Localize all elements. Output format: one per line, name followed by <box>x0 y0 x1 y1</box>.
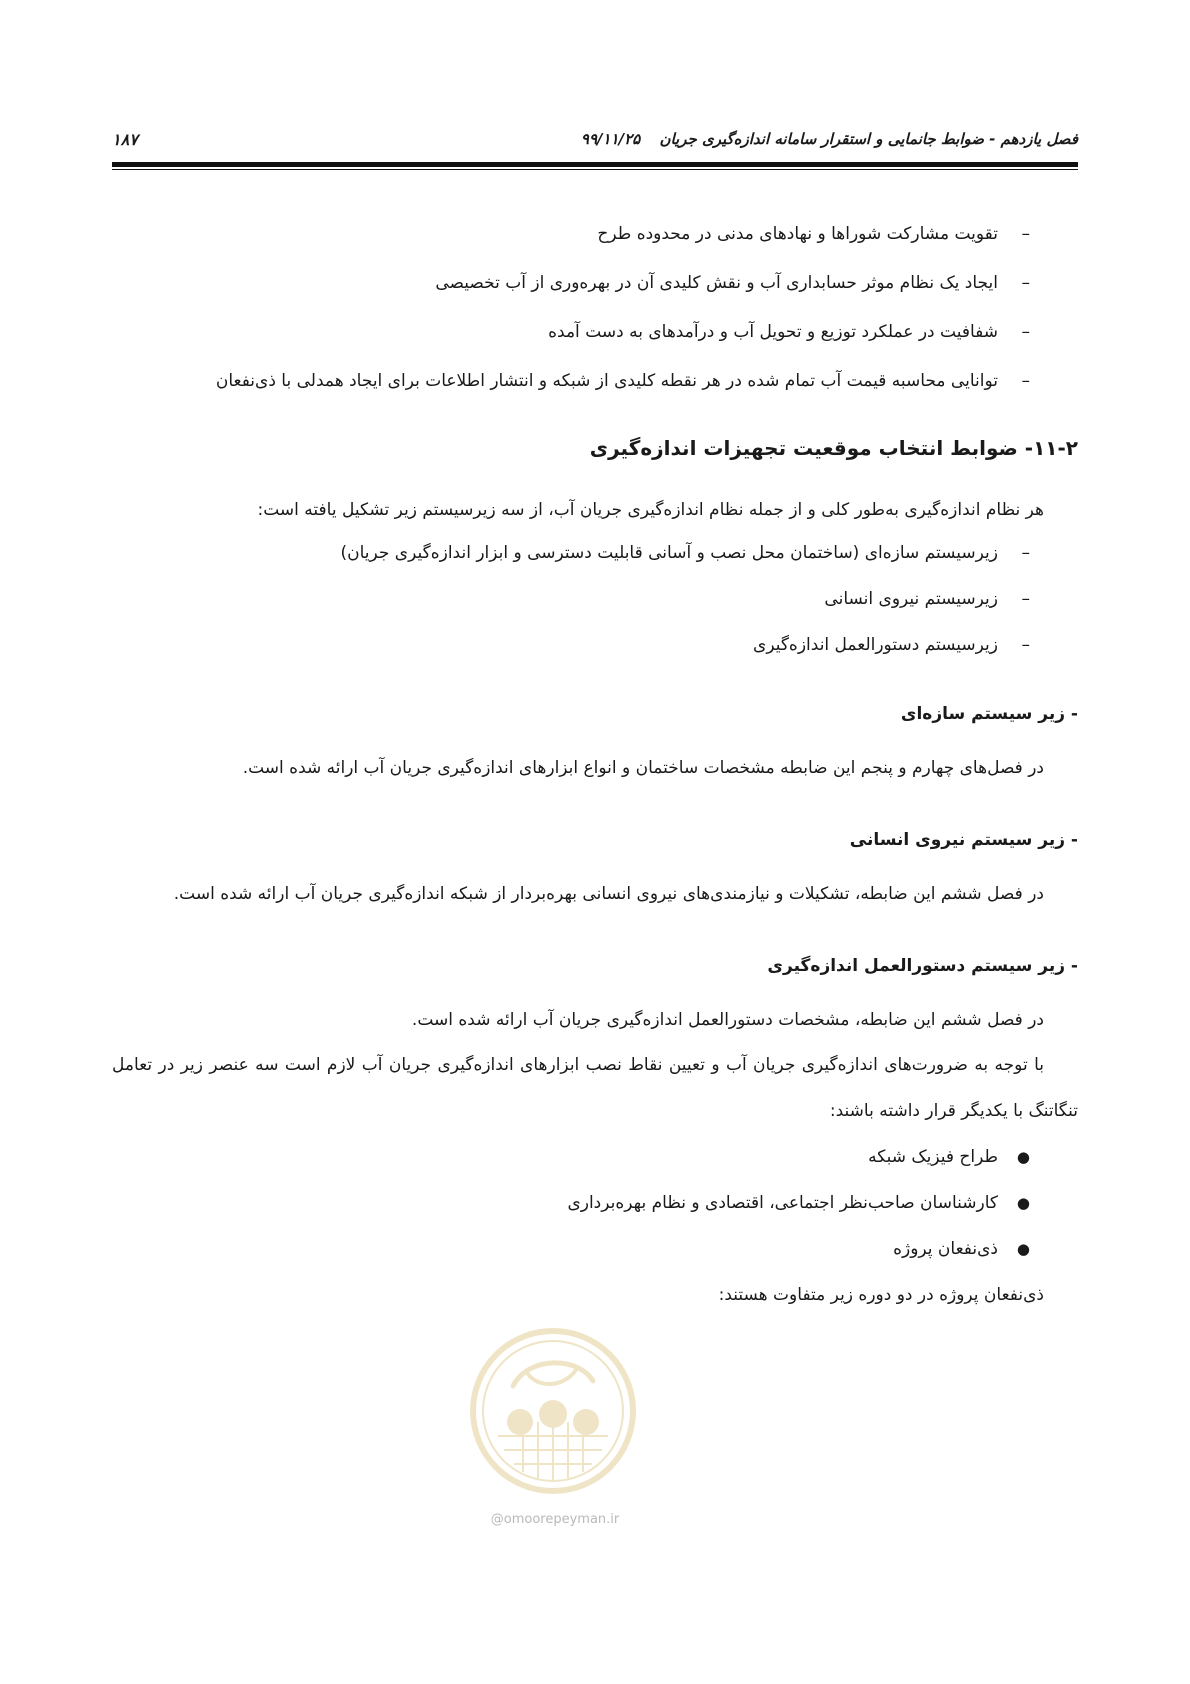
watermark-person-emblem <box>539 1400 567 1428</box>
list-item-text: طراح فیزیک شبکه <box>868 1147 998 1167</box>
dash-bullet: – <box>1021 371 1030 391</box>
list-item-text: ایجاد یک نظام موثر حسابداری آب و نقش کلیدی آن در بهره‌وری از آب تخصیصی <box>435 273 998 293</box>
page-number: ۱۸۷ <box>112 130 138 149</box>
section-intro: هر نظام اندازه‌گیری به‌طور کلی و از جمله نظام اندازه‌گیری جریان آب، از سه زیرسیستم زیر تشکیل یافته است: <box>257 500 1044 520</box>
dash-bullet: – <box>1021 224 1030 244</box>
bullet-dot: ● <box>1016 1240 1030 1258</box>
list-item <box>112 530 1078 576</box>
watermark-factory-emblem <box>573 1409 599 1435</box>
list-item-text: توانایی محاسبه قیمت آب تمام شده در هر نقطه کلیدی از شبکه و انتشار اطلاعات برای ایجاد همدلی با ذی‌نفعان <box>215 371 998 391</box>
header-rule-thick <box>112 162 1078 167</box>
page-header <box>112 130 1078 160</box>
list-item-text: زیرسیستم دستورالعمل اندازه‌گیری <box>753 635 998 655</box>
list-item-text: زیرسیستم سازه‌ای (ساختمان محل نصب و آسانی قابلیت دسترسی و ابزار اندازه‌گیری جریان) <box>340 543 998 563</box>
structural-subsystem-heading: - زیر سیستم سازه‌ای <box>900 704 1078 724</box>
elements-bullet-list <box>112 1134 1078 1272</box>
structural-subsystem-text: در فصل‌های چهارم و پنجم این ضابطه مشخصات ساختمان و انواع ابزارهای اندازه‌گیری جریان آب ارائه شده است. <box>242 758 1044 778</box>
list-item <box>112 1226 1078 1272</box>
page-body <box>112 210 1078 1318</box>
dash-bullet: – <box>1021 635 1030 655</box>
list-item-text: تقویت مشارکت شوراها و نهادهای مدنی در محدوده طرح <box>597 224 998 244</box>
chapter-title: فصل یازدهم - ضوابط جانمایی و استقرار سامانه اندازه‌گیری جریان <box>659 130 1078 148</box>
procedure-subsystem-text: در فصل ششم این ضابطه، مشخصات دستورالعمل اندازه‌گیری جریان آب ارائه شده است. <box>411 1010 1044 1030</box>
procedure-subsystem-heading: - زیر سیستم دستورالعمل اندازه‌گیری <box>767 956 1078 976</box>
watermark-scale-emblem <box>507 1409 533 1435</box>
dash-bullet: – <box>1021 322 1030 342</box>
list-item <box>112 576 1078 622</box>
bullet-dot: ● <box>1016 1194 1030 1212</box>
watermark-url: @omoorepeyman.ir <box>490 1512 620 1527</box>
list-item <box>112 308 1078 357</box>
list-item <box>112 210 1078 259</box>
list-item <box>112 622 1078 668</box>
bullet-dot: ● <box>1016 1148 1030 1166</box>
watermark-logo <box>468 1326 638 1496</box>
list-item <box>112 1180 1078 1226</box>
closing-sentence: ذی‌نفعان پروژه در دو دوره زیر متفاوت هستند: <box>718 1285 1044 1305</box>
list-item <box>112 1134 1078 1180</box>
workforce-subsystem-text: در فصل ششم این ضابطه، تشکیلات و نیازمندی‌های نیروی انسانی بهره‌بردار از شبکه اندازه‌گیری جریان آب ارائه شده است. <box>173 884 1044 904</box>
list-item-text: کارشناسان صاحب‌نظر اجتماعی، اقتصادی و نظام بهره‌برداری <box>567 1193 998 1213</box>
revision-date: ۹۹/۱۱/۲۵ <box>580 130 641 148</box>
list-item-text: شفافیت در عملکرد توزیع و تحویل آب و درآمدهای به دست آمده <box>548 322 998 342</box>
dash-bullet: – <box>1021 273 1030 293</box>
header-rule-thin <box>112 169 1078 170</box>
workforce-subsystem-heading: - زیر سیستم نیروی انسانی <box>849 830 1078 850</box>
section-heading: ۱۱-۲- ضوابط انتخاب موقعیت تجهیزات اندازه‌گیری <box>589 436 1078 460</box>
subsystems-list <box>112 530 1078 668</box>
list-item <box>112 357 1078 406</box>
list-item-text: زیرسیستم نیروی انسانی <box>824 589 998 609</box>
running-title <box>581 130 1078 148</box>
stakeholder-elements-text: با توجه به ضرورت‌های اندازه‌گیری جریان آب و تعیین نقاط نصب ابزارهای اندازه‌گیری جریان آب لازم است سه عنصر زیر در تعامل تنگاتنگ با یکدیگر قرار داشته باشند: <box>112 1055 1078 1121</box>
objectives-list <box>112 210 1078 406</box>
dash-bullet: – <box>1021 543 1030 563</box>
dash-bullet: – <box>1021 589 1030 609</box>
list-item-text: ذی‌نفعان پروژه <box>893 1239 998 1259</box>
list-item <box>112 259 1078 308</box>
